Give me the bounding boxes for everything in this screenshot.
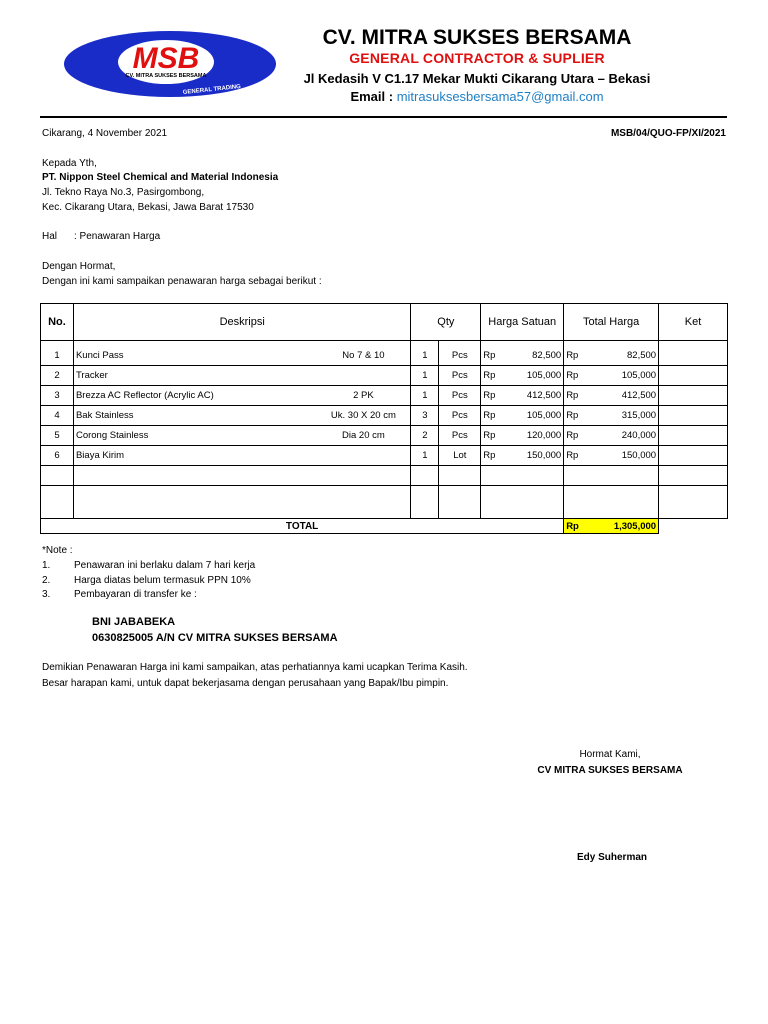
row-spec: Dia 20 cm	[342, 430, 385, 441]
signature-name: Edy Suherman	[576, 852, 648, 863]
header-divider	[40, 116, 727, 118]
row-spec: No 7 & 10	[342, 350, 385, 361]
row-description: Tracker	[75, 370, 108, 381]
closing-line-2: Besar harapan kami, untuk dapat bekerjasama dengan perusahaan yang Bapak/Ibu pimpin.	[42, 678, 449, 689]
row-currency: Rp	[483, 450, 496, 461]
recipient-address-2: Kec. Cikarang Utara, Bekasi, Jawa Barat 17530	[42, 202, 254, 213]
row-no: 6	[41, 446, 74, 466]
table-row	[41, 446, 728, 466]
recipient-to: Kepada Yth,	[42, 158, 97, 169]
note-text: Pembayaran di transfer ke :	[74, 589, 197, 600]
row-currency: Rp	[566, 410, 579, 421]
row-unit-price-cell	[481, 366, 564, 386]
email-link[interactable]: mitrasuksesbersama57@gmail.com	[396, 89, 604, 104]
table-row	[41, 426, 728, 446]
reference-number: MSB/04/QUO-FP/XI/2021	[610, 128, 726, 139]
row-description-cell	[73, 406, 410, 426]
row-qty: 1	[411, 446, 439, 466]
row-total: 412,500	[621, 390, 657, 401]
total-amount	[564, 519, 659, 534]
row-currency: Rp	[483, 370, 496, 381]
logo-text: MSB	[132, 42, 200, 75]
table-header-row	[41, 304, 728, 341]
row-spec	[318, 370, 408, 381]
total-row	[41, 519, 728, 534]
row-description: Kunci Pass	[75, 350, 124, 361]
row-total: 240,000	[621, 430, 657, 441]
closing-line-1: Demikian Penawaran Harga ini kami sampaikan, atas perhatiannya kami ucapkan Terima Kasih.	[42, 662, 468, 673]
row-unit-price-cell	[481, 341, 564, 366]
row-currency: Rp	[566, 370, 579, 381]
row-total: 105,000	[621, 370, 657, 381]
row-unit-price: 105,000	[526, 370, 562, 381]
row-description: Biaya Kirim	[75, 450, 125, 461]
row-note	[659, 406, 728, 426]
row-currency: Rp	[566, 350, 579, 361]
row-qty: 1	[411, 341, 439, 366]
row-spec	[318, 450, 408, 461]
row-description-cell	[73, 386, 410, 406]
header-description: Deskripsi	[73, 304, 410, 341]
row-no: 2	[41, 366, 74, 386]
email-label: Email :	[350, 89, 397, 104]
row-unit-price-cell	[481, 406, 564, 426]
note-number: 3.	[42, 589, 51, 600]
row-unit: Pcs	[439, 386, 481, 406]
bank-account: 0630825005 A/N CV MITRA SUKSES BERSAMA	[92, 632, 338, 644]
row-unit-price-cell	[481, 386, 564, 406]
header-no: No.	[41, 304, 74, 341]
table-row	[41, 386, 728, 406]
row-currency: Rp	[566, 450, 579, 461]
recipient-address-1: Jl. Tekno Raya No.3, Pasirgombong,	[42, 187, 205, 198]
row-currency: Rp	[483, 350, 496, 361]
row-currency: Rp	[483, 390, 496, 401]
row-no: 1	[41, 341, 74, 366]
row-total-cell	[564, 341, 659, 366]
note-text: Penawaran ini berlaku dalam 7 hari kerja	[74, 560, 256, 571]
row-unit: Pcs	[439, 426, 481, 446]
signature-regards: Hormat Kami,	[579, 749, 641, 760]
row-total-cell	[564, 406, 659, 426]
place-date: Cikarang, 4 November 2021	[42, 128, 168, 139]
empty-row	[41, 466, 728, 486]
row-spec: Uk. 30 X 20 cm	[330, 410, 396, 421]
row-qty: 3	[411, 406, 439, 426]
row-description-cell	[73, 446, 410, 466]
row-note	[659, 446, 728, 466]
greeting: Dengan Hormat,	[42, 261, 116, 272]
row-total-cell	[564, 386, 659, 406]
row-unit-price: 150,000	[526, 450, 562, 461]
row-no: 4	[41, 406, 74, 426]
header-note: Ket	[659, 304, 728, 341]
row-description-cell	[73, 366, 410, 386]
row-description-cell	[73, 341, 410, 366]
row-total-cell	[564, 366, 659, 386]
row-total: 315,000	[621, 410, 657, 421]
company-name: CV. MITRA SUKSES BERSAMA	[322, 26, 632, 49]
row-currency: Rp	[483, 430, 496, 441]
table-row	[41, 366, 728, 386]
row-description-cell	[73, 426, 410, 446]
company-email	[300, 89, 654, 104]
recipient-company: PT. Nippon Steel Chemical and Material Indonesia	[42, 172, 279, 183]
row-no: 5	[41, 426, 74, 446]
note-number: 2.	[42, 575, 51, 586]
quotation-table	[40, 303, 728, 534]
row-total: 82,500	[627, 350, 657, 361]
total-currency: Rp	[566, 520, 579, 532]
header-unit-price: Harga Satuan	[481, 304, 564, 341]
bank-name: BNI JABABEKA	[92, 616, 176, 628]
note-number: 1.	[42, 560, 51, 571]
row-currency: Rp	[566, 390, 579, 401]
row-currency: Rp	[483, 410, 496, 421]
row-unit: Pcs	[439, 366, 481, 386]
row-unit-price: 82,500	[532, 350, 562, 361]
logo-band-text: GENERAL TRADING	[182, 83, 242, 97]
company-subtitle: GENERAL CONTRACTOR & SUPLIER	[349, 50, 605, 66]
header-qty: Qty	[411, 304, 481, 341]
row-note	[659, 341, 728, 366]
company-logo	[62, 30, 278, 98]
row-unit-price-cell	[481, 426, 564, 446]
row-no: 3	[41, 386, 74, 406]
row-unit-price: 412,500	[526, 390, 562, 401]
row-currency: Rp	[566, 430, 579, 441]
row-spec: 2 PK	[353, 390, 374, 401]
subject-value: : Penawaran Harga	[74, 231, 161, 242]
table-row	[41, 341, 728, 366]
row-unit: Pcs	[439, 406, 481, 426]
row-unit: Lot	[439, 446, 481, 466]
empty-row	[41, 486, 728, 519]
row-note	[659, 366, 728, 386]
row-unit-price: 120,000	[526, 430, 562, 441]
row-total: 150,000	[621, 450, 657, 461]
row-note	[659, 386, 728, 406]
total-value: 1,305,000	[613, 520, 657, 532]
signature-company: CV MITRA SUKSES BERSAMA	[537, 765, 683, 776]
opening-text: Dengan ini kami sampaikan penawaran harga sebagai berikut :	[42, 276, 322, 287]
row-qty: 1	[411, 366, 439, 386]
row-total-cell	[564, 426, 659, 446]
notes-title: *Note :	[42, 545, 73, 556]
total-label: TOTAL	[41, 519, 564, 534]
row-qty: 2	[411, 426, 439, 446]
subject-label: Hal	[42, 231, 58, 242]
company-address: Jl Kedasih V C1.17 Mekar Mukti Cikarang Utara – Bekasi	[303, 71, 651, 86]
row-unit-price: 105,000	[526, 410, 562, 421]
row-description: Corong Stainless	[75, 430, 149, 441]
row-unit-price-cell	[481, 446, 564, 466]
row-note	[659, 426, 728, 446]
logo-subtext: CV. MITRA SUKSES BERSAMA	[125, 73, 207, 79]
table-row	[41, 406, 728, 426]
row-total-cell	[564, 446, 659, 466]
header-total-price: Total Harga	[564, 304, 659, 341]
note-text: Harga diatas belum termasuk PPN 10%	[74, 575, 251, 586]
row-qty: 1	[411, 386, 439, 406]
row-description: Brezza AC Reflector (Acrylic AC)	[75, 390, 214, 401]
row-description: Bak Stainless	[75, 410, 134, 421]
row-unit: Pcs	[439, 341, 481, 366]
